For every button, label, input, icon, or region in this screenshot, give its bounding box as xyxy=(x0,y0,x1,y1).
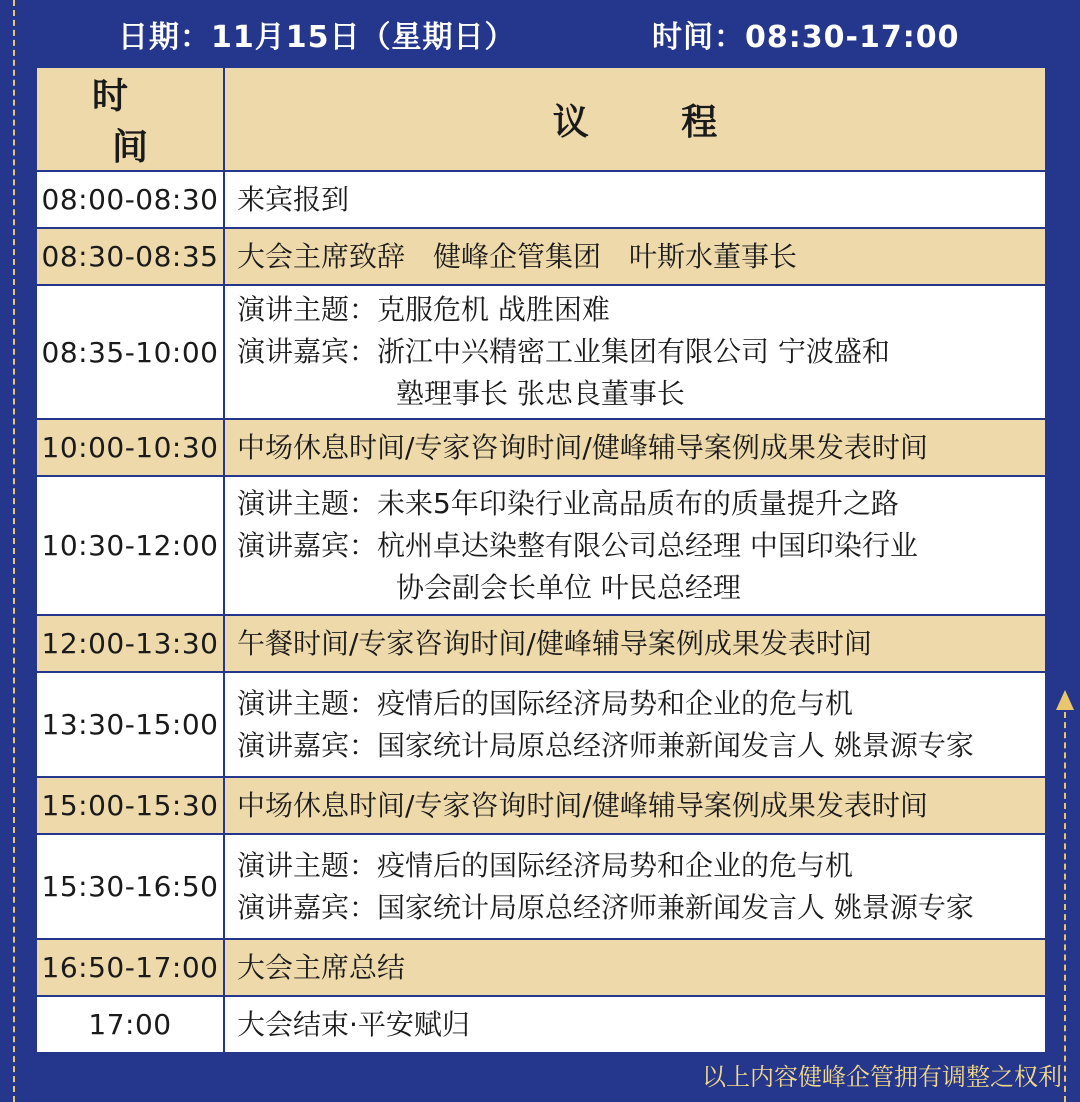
table-row xyxy=(36,672,1046,777)
table-row xyxy=(36,419,1046,476)
time-cell: 08:30-08:35 xyxy=(36,228,224,285)
agenda-line: 塾理事长 张忠良董事长 xyxy=(396,377,685,410)
agenda-cell xyxy=(224,228,1046,285)
agenda-cell xyxy=(224,476,1046,615)
agenda-line: 大会主席总结 xyxy=(237,950,406,984)
up-arrow-icon xyxy=(1056,690,1074,710)
time-cell: 08:00-08:30 xyxy=(36,171,224,228)
agenda-cell xyxy=(224,285,1046,419)
footer-note: 以上内容健峰企管拥有调整之权利 xyxy=(702,1063,1062,1091)
agenda-line: 演讲主题：未来5年印染行业高品质布的质量提升之路 xyxy=(237,486,899,520)
table-row xyxy=(36,615,1046,672)
time-cell: 08:35-10:00 xyxy=(36,285,224,419)
agenda-line: 午餐时间/专家咨询时间/健峰辅导案例成果发表时间 xyxy=(237,626,872,660)
table-row xyxy=(36,939,1046,996)
table-row xyxy=(36,996,1046,1053)
agenda-line: 中场休息时间/专家咨询时间/健峰辅导案例成果发表时间 xyxy=(237,430,928,464)
agenda-cell xyxy=(224,939,1046,996)
agenda-line: 协会副会长单位 叶民总经理 xyxy=(396,570,741,604)
time-cell: 12:00-13:30 xyxy=(36,615,224,672)
agenda-cell xyxy=(224,615,1046,672)
agenda-line: 中场休息时间/专家咨询时间/健峰辅导案例成果发表时间 xyxy=(237,788,928,822)
agenda-cell xyxy=(224,777,1046,834)
agenda-line: 演讲主题：疫情后的国际经济局势和企业的危与机 xyxy=(237,686,854,720)
table-row xyxy=(36,285,1046,419)
table-row xyxy=(36,777,1046,834)
table-row xyxy=(36,476,1046,615)
agenda-cell xyxy=(224,672,1046,777)
date-label: 日期：11月15日（星期日） xyxy=(118,20,516,55)
agenda-line: 大会主席致辞 健峰企管集团 叶斯水董事长 xyxy=(237,239,798,273)
agenda-line: 演讲嘉宾：杭州卓达染整有限公司总经理 中国印染行业 xyxy=(237,528,918,562)
left-dashed-border xyxy=(13,0,15,1102)
time-cell: 15:00-15:30 xyxy=(36,777,224,834)
time-cell: 17:00 xyxy=(36,996,224,1053)
time-cell: 16:50-17:00 xyxy=(36,939,224,996)
table-row xyxy=(36,834,1046,939)
agenda-line: 演讲主题：疫情后的国际经济局势和企业的危与机 xyxy=(237,848,854,882)
agenda-cell xyxy=(224,834,1046,939)
time-cell: 13:30-15:00 xyxy=(36,672,224,777)
agenda-line: 演讲嘉宾：国家统计局原总经济师兼新闻发言人 姚景源专家 xyxy=(237,728,974,762)
agenda-line: 演讲主题：克服危机 战胜困难 xyxy=(237,293,610,326)
agenda-cell xyxy=(224,171,1046,228)
agenda-line: 来宾报到 xyxy=(237,182,350,216)
time-cell: 10:00-10:30 xyxy=(36,419,224,476)
agenda-cell xyxy=(224,996,1046,1053)
column-header-agenda: 议 程 xyxy=(224,67,1046,171)
time-cell: 15:30-16:50 xyxy=(36,834,224,939)
agenda-line: 演讲嘉宾：浙江中兴精密工业集团有限公司 宁波盛和 xyxy=(237,335,890,368)
table-row xyxy=(36,228,1046,285)
time-cell: 10:30-12:00 xyxy=(36,476,224,615)
agenda-line: 大会结束·平安赋归 xyxy=(237,1007,470,1041)
table-row xyxy=(36,171,1046,228)
agenda-line: 演讲嘉宾：国家统计局原总经济师兼新闻发言人 姚景源专家 xyxy=(237,890,974,924)
time-label: 时间：08:30-17:00 xyxy=(652,20,960,55)
right-dashed-border xyxy=(1064,712,1066,1102)
column-header-time: 时 间 xyxy=(36,67,224,171)
agenda-cell xyxy=(224,419,1046,476)
schedule-table xyxy=(35,66,1047,1054)
